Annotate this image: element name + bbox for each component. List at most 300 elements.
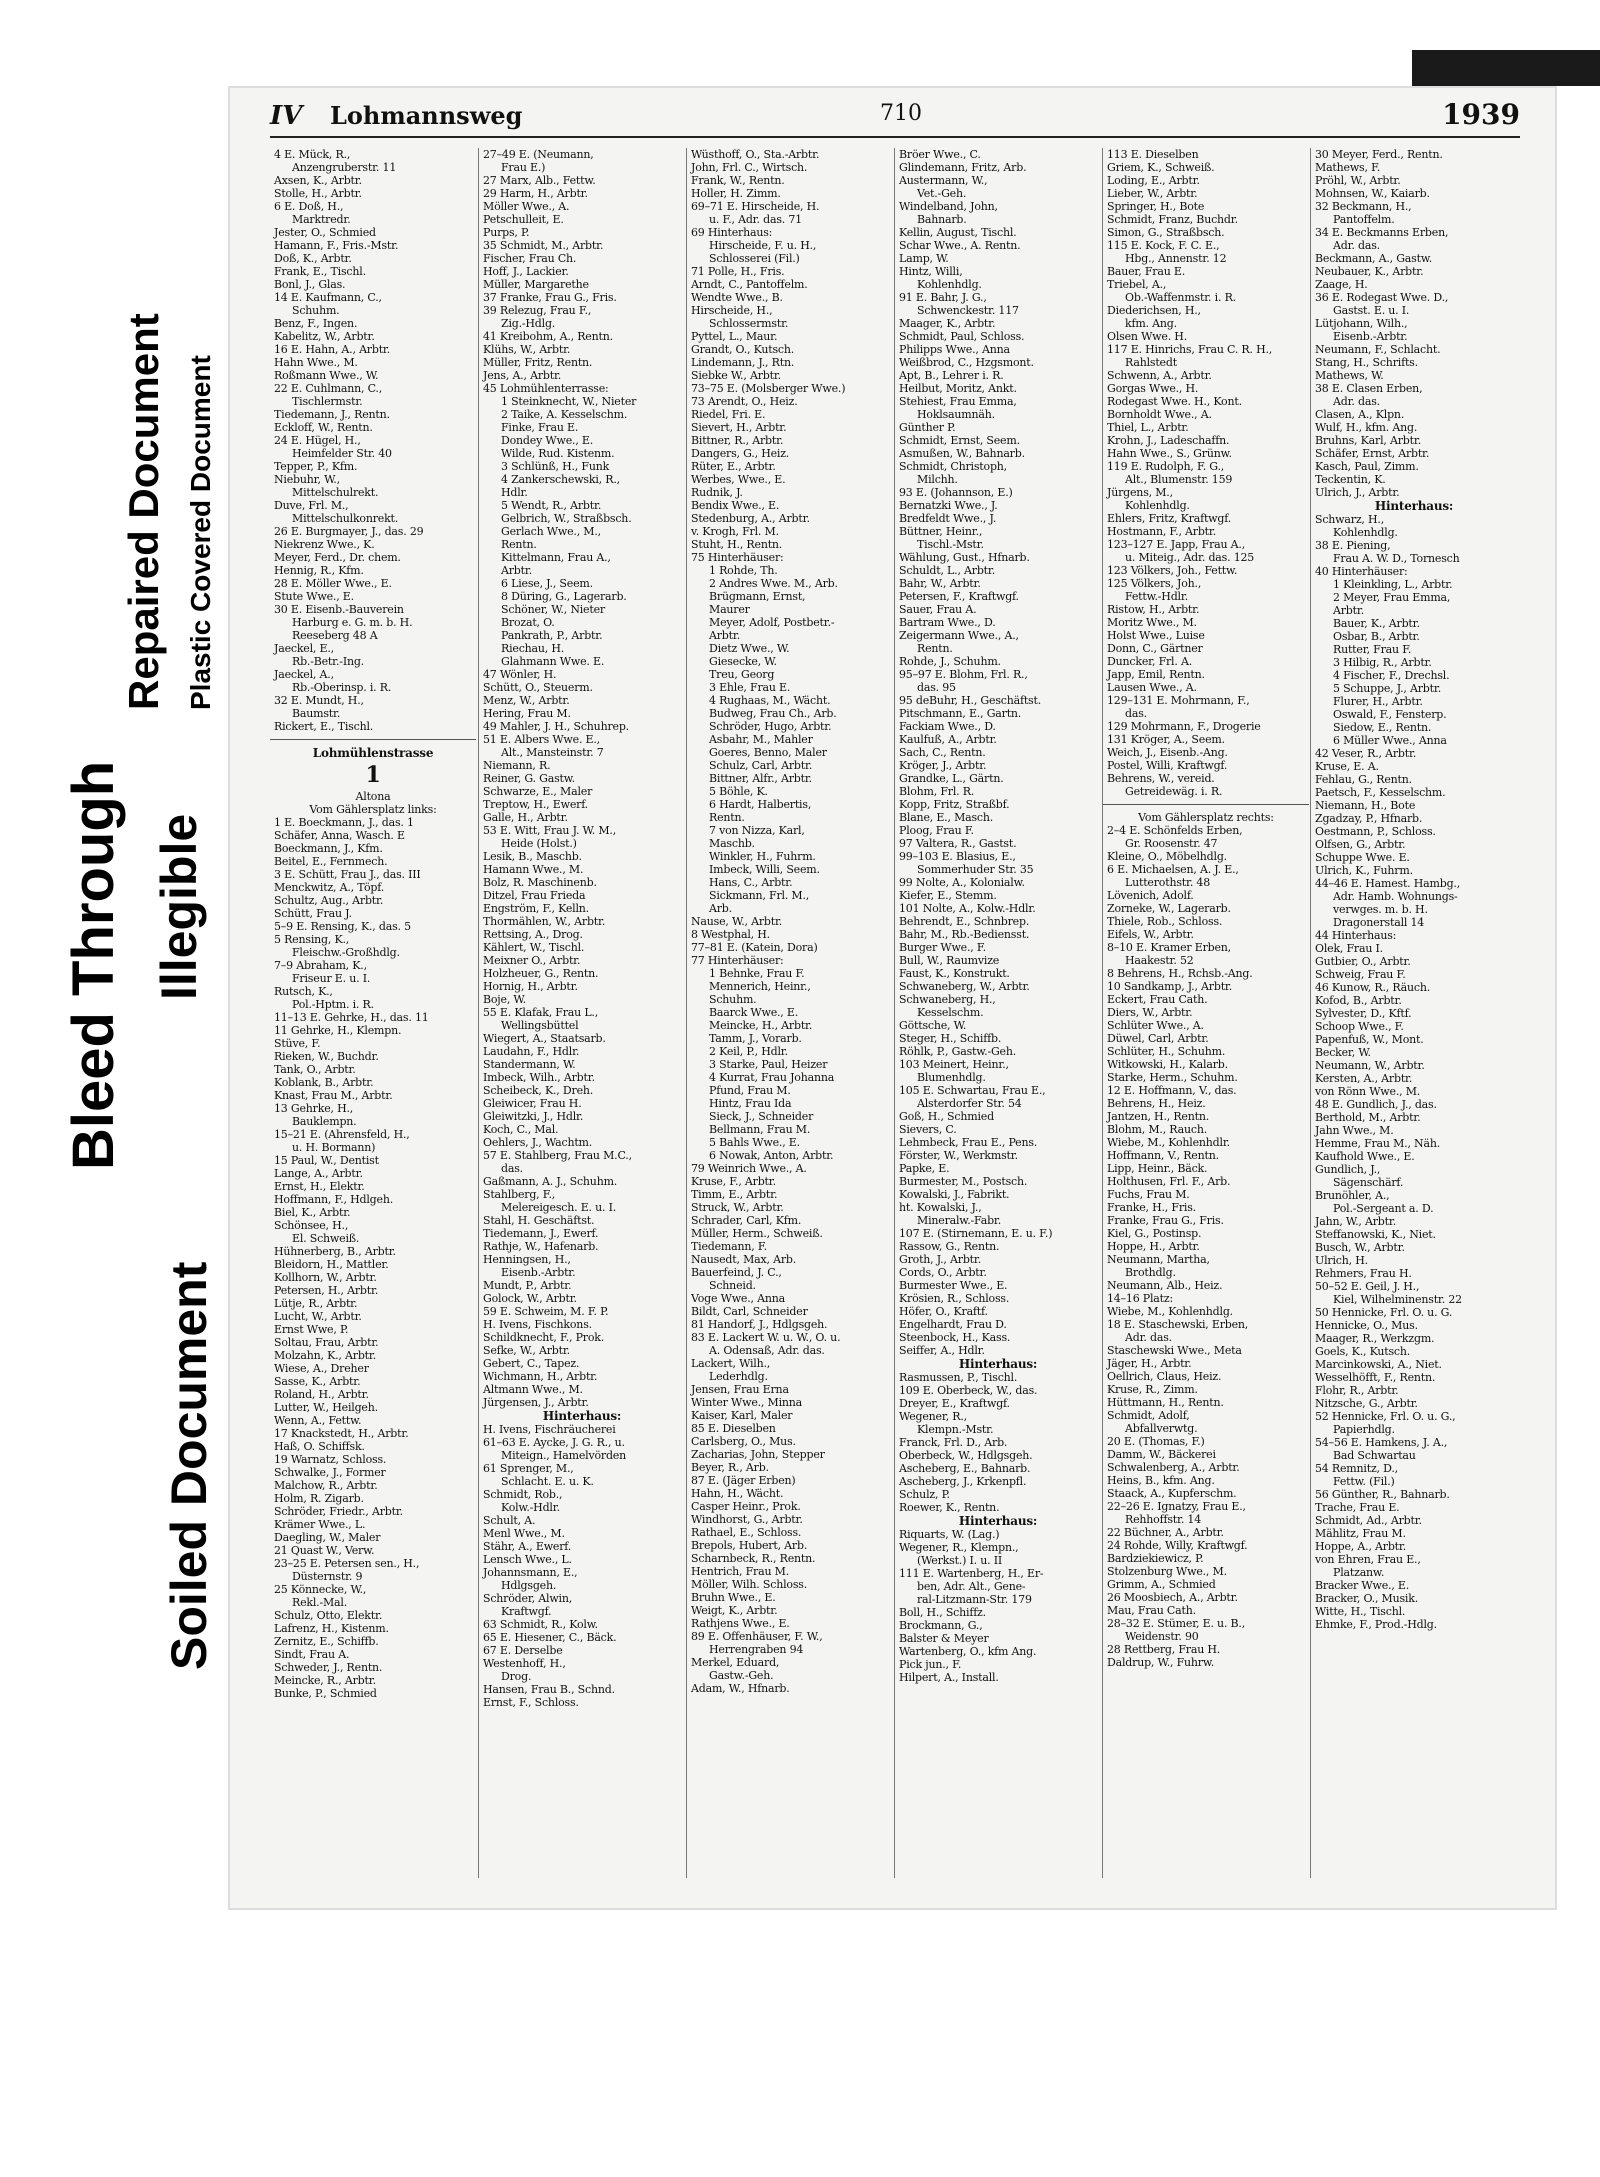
directory-entry: Thiele, Rob., Schloss. xyxy=(1107,915,1223,928)
directory-entry: Gebert, C., Tapez. xyxy=(483,1357,580,1370)
directory-entry: 12 E. Hoffmann, V., das. xyxy=(1107,1084,1237,1097)
directory-entry: Rathje, W., Hafenarb. xyxy=(483,1240,599,1253)
directory-entry: Sickmann, Frl. M., xyxy=(709,889,810,902)
directory-entry: Goß, H., Schmied xyxy=(899,1110,994,1123)
directory-entry: Alt., Mansteinstr. 7 xyxy=(501,746,604,759)
directory-entry: von Ehren, Frau E., xyxy=(1315,1553,1421,1566)
directory-entry: 61 Sprenger, M., xyxy=(483,1462,574,1475)
directory-entry: Lackert, Wilh., xyxy=(691,1357,771,1370)
directory-entry: Roland, H., Arbtr. xyxy=(274,1388,369,1401)
directory-entry: 8–10 E. Kramer Erben, xyxy=(1107,941,1231,954)
directory-entry: Kohlenhdlg. xyxy=(917,278,982,291)
directory-entry: Rehmers, Frau H. xyxy=(1315,1267,1412,1280)
directory-entry: Boje, W. xyxy=(483,993,526,1006)
directory-entry: Petersen, H., Arbtr. xyxy=(274,1284,379,1297)
directory-entry: Hoppe, A., Arbtr. xyxy=(1315,1540,1407,1553)
directory-entry: Bracker Wwe., E. xyxy=(1315,1579,1410,1592)
directory-entry: Ploog, Frau F. xyxy=(899,824,974,837)
directory-entry: Sauer, Frau A. xyxy=(899,603,977,616)
directory-entry: H. Ivens, Fischräucherei xyxy=(483,1423,616,1436)
directory-entry: Kleine, O., Möbelhdlg. xyxy=(1107,850,1227,863)
directory-entry: 3 E. Schütt, Frau J., das. III xyxy=(274,868,421,881)
directory-entry: 77–81 E. (Katein, Dora) xyxy=(691,941,818,954)
directory-entry: Gundlich, J., xyxy=(1315,1163,1381,1176)
directory-entry: Brunöhler, A., xyxy=(1315,1189,1390,1202)
directory-entry: Möller, Wilh. Schloss. xyxy=(691,1578,808,1591)
directory-entry: Altona xyxy=(355,790,391,803)
directory-entry: Scheibeck, K., Dreh. xyxy=(483,1084,594,1097)
directory-entry: 42 Veser, R., Arbtr. xyxy=(1315,747,1417,760)
directory-entry: 27 Marx, Alb., Fettw. xyxy=(483,174,596,187)
directory-entry: Bleidorn, H., Mattler. xyxy=(274,1258,389,1271)
directory-entry: Schöner, W., Nieter xyxy=(501,603,605,616)
directory-entry: Bendix Wwe., E. xyxy=(691,499,780,512)
directory-entry: Brügmann, Ernst, xyxy=(709,590,806,603)
directory-entry: Kiefer, E., Stemm. xyxy=(899,889,997,902)
directory-entry: Mineralw.-Fabr. xyxy=(917,1214,1002,1227)
directory-entry: Oswald, F., Fensterp. xyxy=(1333,708,1447,721)
directory-entry: 18 E. Staschewski, Erben, xyxy=(1107,1318,1249,1331)
directory-entry: Arndt, C., Pantoffelm. xyxy=(691,278,808,291)
directory-entry: Hühnerberg, B., Arbtr. xyxy=(274,1245,396,1258)
directory-entry: Meincke, H., Arbtr. xyxy=(709,1019,813,1032)
directory-entry: Purps, P. xyxy=(483,226,530,239)
directory-entry: Möller Wwe., A. xyxy=(483,200,570,213)
directory-entry: Roßmann Wwe., W. xyxy=(274,369,379,382)
directory-entry: Eifels, W., Arbtr. xyxy=(1107,928,1194,941)
directory-entry: Harburg e. G. m. b. H. xyxy=(292,616,413,629)
directory-entry: 8 Behrens, H., Rchsb.-Ang. xyxy=(1107,967,1253,980)
directory-entry: 69–71 E. Hirscheide, H. xyxy=(691,200,820,213)
directory-entry: Getreidewäg. i. R. xyxy=(1125,785,1223,798)
directory-entry: 32 Beckmann, H., xyxy=(1315,200,1412,213)
directory-entry: Maurer xyxy=(709,603,750,616)
directory-entry: Schmidt, Christoph, xyxy=(899,460,1007,473)
directory-entry: Jaeckel, E., xyxy=(274,642,334,655)
directory-entry: Lesik, B., Maschb. xyxy=(483,850,582,863)
directory-entry: 101 Nolte, A., Kolw.-Hdlr. xyxy=(899,902,1036,915)
directory-entry: Ulrich, J., Arbtr. xyxy=(1315,486,1400,499)
directory-entry: Bad Schwartau xyxy=(1333,1449,1416,1462)
directory-entry: Wählung, Gust., Hfnarb. xyxy=(899,551,1030,564)
directory-entry: Jürgens, M., xyxy=(1107,486,1173,499)
street-name: Lohmannsweg xyxy=(330,101,523,130)
directory-entry: Sefke, W., Arbtr. xyxy=(483,1344,570,1357)
directory-entry: 63 Schmidt, R., Kolw. xyxy=(483,1618,598,1631)
directory-entry: Goeres, Benno, Maler xyxy=(709,746,827,759)
directory-entry: Lütjohann, Wilh., xyxy=(1315,317,1408,330)
directory-entry: 39 Relezug, Frau F., xyxy=(483,304,592,317)
directory-entry: Neubauer, K., Arbtr. xyxy=(1315,265,1424,278)
directory-entry: Hoklsaumnäh. xyxy=(917,408,995,421)
directory-entry: Schönsee, H., xyxy=(274,1219,349,1232)
directory-entry: Bildt, Carl, Schneider xyxy=(691,1305,808,1318)
directory-entry: Philipps Wwe., Anna xyxy=(899,343,1010,356)
directory-entry: Engström, F., Kelln. xyxy=(483,902,589,915)
directory-entry: Hennig, R., Kfm. xyxy=(274,564,364,577)
directory-entry: Bonl, J., Glas. xyxy=(274,278,346,291)
directory-entry: Hilpert, A., Install. xyxy=(899,1671,999,1684)
directory-entry: 3 Starke, Paul, Heizer xyxy=(709,1058,828,1071)
directory-entry: Lehmbeck, Frau E., Pens. xyxy=(899,1136,1038,1149)
directory-entry: Schmidt, Ernst, Seem. xyxy=(899,434,1020,447)
directory-entry: Behrens, H., Heiz. xyxy=(1107,1097,1206,1110)
directory-entry: Boeckmann, J., Kfm. xyxy=(274,842,383,855)
directory-entry: Jahn, W., Arbtr. xyxy=(1315,1215,1397,1228)
directory-entry: Beyer, R., Arb. xyxy=(691,1461,769,1474)
directory-entry: Büttner, Heinr., xyxy=(899,525,983,538)
directory-entry: Milchh. xyxy=(917,473,958,486)
directory-entry: Tischlermstr. xyxy=(292,395,363,408)
directory-entry: Jahn Wwe., M. xyxy=(1315,1124,1394,1137)
directory-entry: 123 Völkers, Joh., Fettw. xyxy=(1107,564,1238,577)
directory-entry: 97 Valtera, R., Gastst. xyxy=(899,837,1017,850)
directory-entry: Schwenckestr. 117 xyxy=(917,304,1019,317)
directory-entry: Gorgas Wwe., H. xyxy=(1107,382,1199,395)
directory-entry: Ernst, F., Schloss. xyxy=(483,1696,579,1709)
directory-entry: Pyttel, L., Maur. xyxy=(691,330,778,343)
directory-entry: Reeseberg 48 A xyxy=(292,629,378,642)
directory-entry: Thormählen, W., Arbtr. xyxy=(483,915,606,928)
directory-entry: 3 Schlünß, H., Funk xyxy=(501,460,610,473)
directory-entry: Hamann Wwe., M. xyxy=(483,863,584,876)
directory-entry: Menckwitz, A., Töpf. xyxy=(274,881,385,894)
directory-entry: Holthusen, Frl. F., Arb. xyxy=(1107,1175,1231,1188)
directory-entry: Cords, O., Arbtr. xyxy=(899,1266,987,1279)
directory-entry: Schulz, Carl, Arbtr. xyxy=(709,759,813,772)
directory-entry: Hans, C., Arbtr. xyxy=(709,876,793,889)
directory-entry: Schröder, Alwin, xyxy=(483,1592,573,1605)
directory-entry: Gerlach Wwe., M., xyxy=(501,525,601,538)
directory-entry: Schweig, Frau F. xyxy=(1315,968,1406,981)
directory-entry: Grimm, A., Schmied xyxy=(1107,1578,1216,1591)
directory-entry: Wendte Wwe., B. xyxy=(691,291,783,304)
directory-entry: Wiebe, M., Kohlenhdlr. xyxy=(1107,1136,1230,1149)
directory-entry: Standermann, W. xyxy=(483,1058,576,1071)
directory-entry: Imbeck, Wilh., Arbtr. xyxy=(483,1071,595,1084)
directory-entry: Lindemann, J., Rtn. xyxy=(691,356,795,369)
directory-entry: Wulf, H., kfm. Ang. xyxy=(1315,421,1418,434)
directory-entry: 59 E. Schweim, M. F. P. xyxy=(483,1305,609,1318)
directory-entry: Olek, Frau I. xyxy=(1315,942,1383,955)
directory-entry: Zeigermann Wwe., A., xyxy=(899,629,1019,642)
directory-entry: 4 E. Mück, R., xyxy=(274,148,351,161)
directory-entry: 85 E. Dieselben xyxy=(691,1422,776,1435)
section-heading: Hinterhaus: xyxy=(1374,499,1454,513)
directory-entry: Rodegast Wwe. H., Kont. xyxy=(1107,395,1242,408)
directory-entry: 77 Hinterhäuser: xyxy=(691,954,784,967)
directory-entry: Petschulleit, E. xyxy=(483,213,564,226)
directory-entry: Anzengruberstr. 11 xyxy=(292,161,397,174)
directory-entry: Maager, R., Werkzgm. xyxy=(1315,1332,1435,1345)
directory-entry: 1 Kleinkling, L., Arbtr. xyxy=(1333,578,1453,591)
directory-entry: Kofod, B., Arbtr. xyxy=(1315,994,1402,1007)
directory-entry: Pantoffelm. xyxy=(1333,213,1395,226)
directory-entry: Krohn, J., Ladeschaffn. xyxy=(1107,434,1230,447)
directory-entry: Burmester Wwe., E. xyxy=(899,1279,1008,1292)
section-rule xyxy=(1103,804,1309,805)
directory-entry: Laudahn, F., Hdlr. xyxy=(483,1045,580,1058)
directory-entry: Flurer, H., Arbtr. xyxy=(1333,695,1423,708)
directory-entry: Tiedemann, J., Rentn. xyxy=(274,408,390,421)
directory-entry: Japp, Emil, Rentn. xyxy=(1107,668,1205,681)
directory-entry: Rudnik, J. xyxy=(691,486,743,499)
directory-entry: Staschewski Wwe., Meta xyxy=(1107,1344,1242,1357)
directory-entry: Schulz, P. xyxy=(899,1488,950,1501)
directory-entry: Kiel, Wilhelminenstr. 22 xyxy=(1333,1293,1462,1306)
directory-entry: Schröder, Hugo, Arbtr. xyxy=(709,720,832,733)
directory-entry: Malchow, R., Arbtr. xyxy=(274,1479,378,1492)
directory-entry: Gastst. E. u. I. xyxy=(1333,304,1410,317)
directory-entry: 11 Gehrke, H., Klempn. xyxy=(274,1024,402,1037)
directory-entry: Schwaneberg, H., xyxy=(899,993,996,1006)
directory-entry: Seiffer, A., Hdlr. xyxy=(899,1344,985,1357)
directory-entry: Hahn Wwe., S., Grünw. xyxy=(1107,447,1232,460)
directory-entry: Schuhm. xyxy=(709,993,757,1006)
directory-entry: Platzanw. xyxy=(1333,1566,1385,1579)
directory-entry: 50 Hennicke, Frl. O. u. G. xyxy=(1315,1306,1453,1319)
directory-entry: Weich, J., Eisenb.-Ang. xyxy=(1107,746,1228,759)
directory-entry: Rentn. xyxy=(709,811,745,824)
directory-entry: Franke, H., Fris. xyxy=(1107,1201,1196,1214)
directory-entry: Niebuhr, W., xyxy=(274,473,340,486)
directory-entry: Lamp, W. xyxy=(899,252,949,265)
directory-entry: 129 Mohrmann, F., Drogerie xyxy=(1107,720,1261,733)
directory-entry: 34 E. Beckmanns Erben, xyxy=(1315,226,1449,239)
directory-entry: Wesselhöfft, F., Rentn. xyxy=(1315,1371,1436,1384)
directory-entry: Lieber, W., Arbtr. xyxy=(1107,187,1198,200)
directory-entry: Springer, H., Bote xyxy=(1107,200,1205,213)
directory-entry: Niemann, R. xyxy=(483,759,551,772)
directory-entry: Struck, W., Arbtr. xyxy=(691,1201,784,1214)
directory-entry: 28 E. Möller Wwe., E. xyxy=(274,577,392,590)
directory-entry: Bardziekiewicz, P. xyxy=(1107,1552,1204,1565)
directory-entry: Menl Wwe., M. xyxy=(483,1527,565,1540)
directory-entry: Witte, H., Tischl. xyxy=(1315,1605,1406,1618)
section-heading: Lohmühlenstrasse xyxy=(312,746,434,760)
directory-entry: Bittner, R., Arbtr. xyxy=(691,434,784,447)
directory-entry: Jester, O., Schmied xyxy=(274,226,376,239)
directory-entry: Asmußen, W., Bahnarb. xyxy=(899,447,1025,460)
directory-entry: 5 Schuppe, J., Arbtr. xyxy=(1333,682,1442,695)
column-3 xyxy=(686,148,893,1878)
directory-entry: Arb. xyxy=(709,902,732,915)
directory-entry: Hostmann, F., Arbtr. xyxy=(1107,525,1217,538)
directory-entry: Adr. das. xyxy=(1125,1331,1172,1344)
directory-entry: Krösien, R., Schloss. xyxy=(899,1292,1010,1305)
directory-entry: 38 E. Piening, xyxy=(1315,539,1391,552)
directory-entry: kfm. Ang. xyxy=(1125,317,1177,330)
directory-entry: Sylvester, D., Kftf. xyxy=(1315,1007,1412,1020)
directory-entry: Bahr, W., Arbtr. xyxy=(899,577,981,590)
directory-entry: 6 E. Michaelsen, A. J. E., xyxy=(1107,863,1239,876)
directory-entry: Axsen, K., Arbtr. xyxy=(274,174,362,187)
directory-entry: Behrendt, E., Schnbrep. xyxy=(899,915,1030,928)
directory-entry: Hintz, Frau Ida xyxy=(709,1097,792,1110)
directory-entry: Müller, Fritz, Rentn. xyxy=(483,356,593,369)
directory-entry: Pol.-Sergeant a. D. xyxy=(1333,1202,1434,1215)
directory-entry: Neumann, F., Schlacht. xyxy=(1315,343,1441,356)
directory-entry: Meyer, Ferd., Dr. chem. xyxy=(274,551,401,564)
directory-entry: Schildknecht, F., Prok. xyxy=(483,1331,605,1344)
directory-entry: Höfer, O., Kraftf. xyxy=(899,1305,988,1318)
directory-entry: Wilde, Rud. Kistenm. xyxy=(501,447,615,460)
directory-entry: 20 E. (Thomas, F.) xyxy=(1107,1435,1205,1448)
directory-entry: Bittner, Alfr., Arbtr. xyxy=(709,772,812,785)
directory-entry: Zig.-Hdlg. xyxy=(501,317,556,330)
directory-entry: Zacharias, John, Stepper xyxy=(691,1448,825,1461)
section-heading: Hinterhaus: xyxy=(958,1357,1038,1371)
directory-entry: Wiebe, M., Kohlenhdlg. xyxy=(1107,1305,1233,1318)
directory-entry: Riechau, H. xyxy=(501,642,565,655)
directory-entry: Grandke, L., Gärtn. xyxy=(899,772,1004,785)
directory-entry: Stahlberg, F., xyxy=(483,1188,556,1201)
directory-entry: 40 Hinterhäuser: xyxy=(1315,565,1408,578)
directory-entry: 65 E. Hiesener, C., Bäck. xyxy=(483,1631,617,1644)
directory-entry: Oestmann, P., Schloss. xyxy=(1315,825,1436,838)
directory-entry: Hering, Frau M. xyxy=(483,707,571,720)
directory-entry: Giesecke, W. xyxy=(709,655,777,668)
directory-entry: 54–56 E. Hamkens, J. A., xyxy=(1315,1436,1448,1449)
directory-columns xyxy=(270,148,1520,1878)
directory-entry: 105 E. Schwartau, Frau E., xyxy=(899,1084,1046,1097)
directory-entry: Papierhdlg. xyxy=(1333,1423,1395,1436)
directory-entry: Förster, W., Werkmstr. xyxy=(899,1149,1018,1162)
directory-entry: Tiedemann, F. xyxy=(691,1240,767,1253)
directory-entry: Baarck Wwe., E. xyxy=(709,1006,799,1019)
directory-entry: Scharnbeck, R., Rentn. xyxy=(691,1552,816,1565)
directory-entry: 22 E. Cuhlmann, C., xyxy=(274,382,382,395)
directory-entry: 24 Rohde, Willy, Kraftwgf. xyxy=(1107,1539,1248,1552)
directory-entry: Voge Wwe., Anna xyxy=(691,1292,785,1305)
directory-entry: Hemme, Frau M., Näh. xyxy=(1315,1137,1441,1150)
directory-entry: Maschb. xyxy=(709,837,755,850)
directory-entry: Trache, Frau E. xyxy=(1315,1501,1400,1514)
directory-entry: Schlacht. E. u. K. xyxy=(501,1475,594,1488)
directory-entry: Roewer, K., Rentn. xyxy=(899,1501,1000,1514)
directory-entry: Kruse, E. A. xyxy=(1315,760,1379,773)
directory-entry: Lövenich, Adolf. xyxy=(1107,889,1194,902)
directory-entry: Fettw.-Hdlr. xyxy=(1125,590,1189,603)
directory-entry: Wiese, A., Dreher xyxy=(274,1362,369,1375)
directory-entry: Westenhoff, H., xyxy=(483,1657,566,1670)
directory-entry: u. Miteig., Adr. das. 125 xyxy=(1125,551,1255,564)
directory-entry: Tischl.-Mstr. xyxy=(917,538,984,551)
directory-entry: 93 E. (Johannson, E.) xyxy=(899,486,1013,499)
directory-entry: 2 Meyer, Frau Emma, xyxy=(1333,591,1451,604)
directory-entry: Düsternstr. 9 xyxy=(292,1570,363,1583)
directory-entry: Kolw.-Hdlr. xyxy=(501,1501,560,1514)
directory-entry: Berthold, M., Arbtr. xyxy=(1315,1111,1421,1124)
directory-entry: Kollhorn, W., Arbtr. xyxy=(274,1271,377,1284)
directory-entry: Soltau, Frau, Arbtr. xyxy=(274,1336,379,1349)
directory-entry: Steenbock, H., Kass. xyxy=(899,1331,1011,1344)
directory-entry: Bahnarb. xyxy=(917,213,967,226)
directory-entry: 109 E. Oberbeck, W., das. xyxy=(899,1384,1038,1397)
directory-entry: Niemann, H., Bote xyxy=(1315,799,1416,812)
directory-entry: Kesselschm. xyxy=(917,1006,984,1019)
directory-entry: 3 Ehle, Frau E. xyxy=(709,681,791,694)
directory-entry: Oellrich, Claus, Heiz. xyxy=(1107,1370,1222,1383)
directory-entry: 113 E. Dieselben xyxy=(1107,148,1199,161)
directory-entry: 11–13 E. Gehrke, H., das. 11 xyxy=(274,1011,429,1024)
section-heading: Hinterhaus: xyxy=(542,1409,622,1423)
directory-entry: Rettsing, A., Drog. xyxy=(483,928,583,941)
directory-entry: 48 E. Gundlich, J., das. xyxy=(1315,1098,1437,1111)
directory-entry: Mittelschulkonrekt. xyxy=(292,512,399,525)
directory-entry: Bernatzki Wwe., J. xyxy=(899,499,998,512)
directory-entry: Hahn Wwe., M. xyxy=(274,356,358,369)
directory-entry: Gleiwicer, Frau H. xyxy=(483,1097,582,1110)
directory-entry: Lipp, Heinr., Bäck. xyxy=(1107,1162,1208,1175)
directory-entry: Diers, W., Arbtr. xyxy=(1107,1006,1193,1019)
directory-entry: Blane, E., Masch. xyxy=(899,811,994,824)
directory-entry: 57 E. Stahlberg, Frau M.C., xyxy=(483,1149,632,1162)
directory-entry: 95–97 E. Blohm, Frl. R., xyxy=(899,668,1028,681)
directory-entry: Tamm, J., Vorarb. xyxy=(709,1032,802,1045)
directory-entry: 56 Günther, R., Bahnarb. xyxy=(1315,1488,1450,1501)
directory-entry: Frank, E., Tischl. xyxy=(274,265,366,278)
section-heading: Hinterhaus: xyxy=(958,1514,1038,1528)
directory-entry: 27–49 E. (Neumann, xyxy=(483,148,594,161)
directory-entry: Bruhns, Karl, Arbtr. xyxy=(1315,434,1421,447)
directory-entry: 49 Mahler, J. H., Schuhrep. xyxy=(483,720,629,733)
directory-entry: Miteign., Hamelvörden xyxy=(501,1449,626,1462)
directory-entry: Mählitz, Frau M. xyxy=(1315,1527,1406,1540)
directory-entry: Rutter, Frau F. xyxy=(1333,643,1412,656)
directory-entry: Windhorst, G., Arbtr. xyxy=(691,1513,803,1526)
directory-entry: Herrengraben 94 xyxy=(709,1643,804,1656)
directory-entry: Eisenb.-Arbtr. xyxy=(1333,330,1408,343)
directory-entry: Eisenb.-Arbtr. xyxy=(501,1266,576,1279)
directory-entry: Wichmann, H., Arbtr. xyxy=(483,1370,598,1383)
directory-entry: Lutter, W., Heilgeh. xyxy=(274,1401,378,1414)
directory-entry: 99–103 E. Blasius, E., xyxy=(899,850,1016,863)
directory-entry: Boll, H., Schiffz. xyxy=(899,1606,986,1619)
directory-entry: Hennicke, O., Mus. xyxy=(1315,1319,1418,1332)
directory-entry: 22–26 E. Ignatzy, Frau E., xyxy=(1107,1500,1246,1513)
directory-entry: 2 Keil, P., Hdlr. xyxy=(709,1045,788,1058)
directory-entry: Alt., Blumenstr. 159 xyxy=(1125,473,1233,486)
directory-entry: Zaage, H. xyxy=(1315,278,1368,291)
directory-entry: Neumann, W., Arbtr. xyxy=(1315,1059,1425,1072)
directory-entry: Stehiest, Frau Emma, xyxy=(899,395,1017,408)
directory-entry: Koblank, B., Arbtr. xyxy=(274,1076,374,1089)
directory-entry: 71 Polle, H., Fris. xyxy=(691,265,785,278)
section-rule xyxy=(270,739,476,740)
directory-entry: Biel, K., Arbtr. xyxy=(274,1206,351,1219)
directory-entry: Wüsthoff, O., Sta.-Arbtr. xyxy=(691,148,820,161)
directory-entry: Reiner, G. Gastw. xyxy=(483,772,575,785)
directory-entry: 79 Weinrich Wwe., A. xyxy=(691,1162,807,1175)
directory-entry: Bruhn Wwe., E. xyxy=(691,1591,776,1604)
repaired-document-label: Repaired Document xyxy=(120,313,167,710)
directory-entry: Düwel, Carl, Arbtr. xyxy=(1107,1032,1209,1045)
directory-entry: Schult, A. xyxy=(483,1514,536,1527)
directory-entry: Blohm, Frl. R. xyxy=(899,785,975,798)
directory-entry: Alsterdorfer Str. 54 xyxy=(917,1097,1022,1110)
directory-entry: Hentrich, Frau M. xyxy=(691,1565,790,1578)
directory-entry: ben, Adr. Alt., Gene- xyxy=(917,1580,1026,1593)
directory-entry: Hüttmann, H., Rentn. xyxy=(1107,1396,1224,1409)
directory-entry: Fehlau, G., Rentn. xyxy=(1315,773,1412,786)
directory-entry: Frau E.) xyxy=(501,161,546,174)
directory-entry: Schmidt, Paul, Schloss. xyxy=(899,330,1025,343)
directory-entry: Meincke, R., Arbtr. xyxy=(274,1674,376,1687)
directory-entry: Krämer Wwe., L. xyxy=(274,1518,366,1531)
directory-entry: Pröhl, W., Arbtr. xyxy=(1315,174,1401,187)
directory-entry: Heilbut, Moritz, Ankt. xyxy=(899,382,1017,395)
